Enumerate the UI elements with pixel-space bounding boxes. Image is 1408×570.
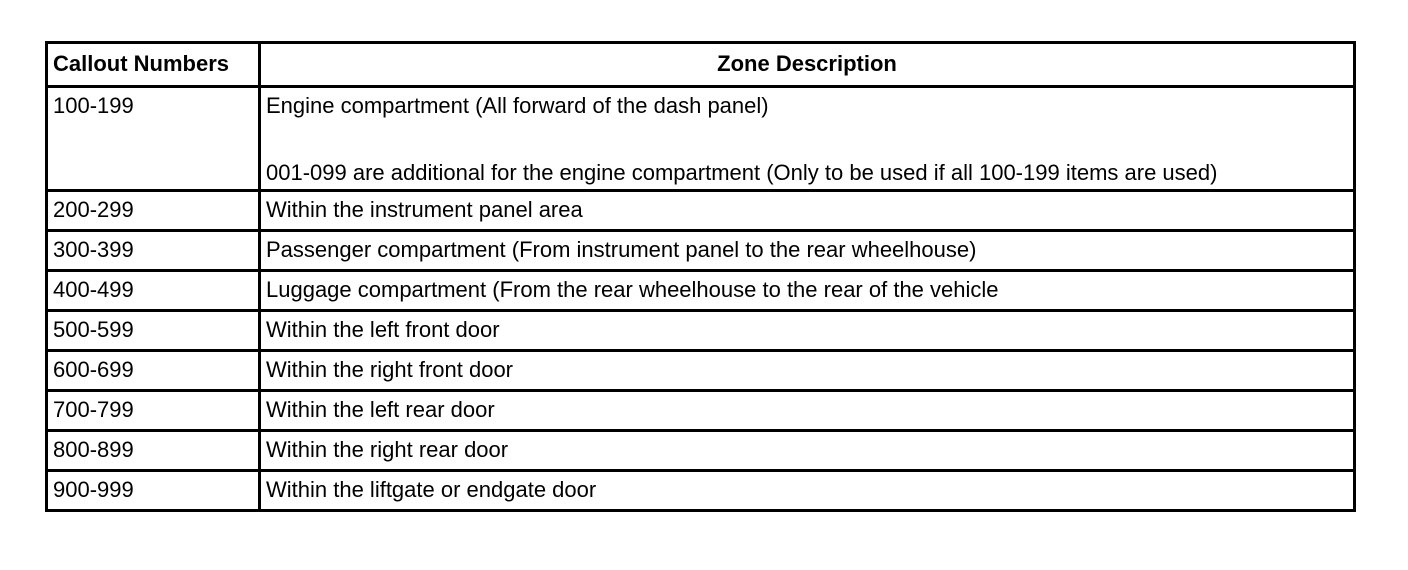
table-row — [47, 271, 1355, 311]
callout-range: 200-299 — [47, 191, 260, 231]
header-zone-description: Zone Description — [260, 43, 1355, 87]
zone-table — [45, 41, 1356, 512]
callout-range: 700-799 — [47, 391, 260, 431]
zone-description-text: Engine compartment (All forward of the dash panel) — [266, 93, 769, 118]
zone-description: Passenger compartment (From instrument panel to the rear wheelhouse) — [260, 231, 1355, 271]
table-row — [47, 351, 1355, 391]
zone-description: Within the instrument panel area — [260, 191, 1355, 231]
table-row — [47, 431, 1355, 471]
table-row — [47, 391, 1355, 431]
table-row — [47, 191, 1355, 231]
zone-description: Within the right front door — [260, 351, 1355, 391]
zone-description — [260, 87, 1355, 191]
zone-description: Within the left front door — [260, 311, 1355, 351]
header-row — [47, 43, 1355, 87]
callout-range: 300-399 — [47, 231, 260, 271]
zone-description-note: 001-099 are additional for the engine compartment (Only to be used if all 100-199 items are used) — [266, 160, 1218, 185]
zone-description: Within the left rear door — [260, 391, 1355, 431]
zone-description: Within the right rear door — [260, 431, 1355, 471]
zone-description: Luggage compartment (From the rear wheelhouse to the rear of the vehicle — [260, 271, 1355, 311]
table-row — [47, 231, 1355, 271]
table-row — [47, 311, 1355, 351]
callout-range: 500-599 — [47, 311, 260, 351]
callout-range: 600-699 — [47, 351, 260, 391]
table-row — [47, 471, 1355, 511]
zone-description: Within the liftgate or endgate door — [260, 471, 1355, 511]
table-row — [47, 87, 1355, 191]
callout-range: 800-899 — [47, 431, 260, 471]
callout-range: 900-999 — [47, 471, 260, 511]
callout-range: 400-499 — [47, 271, 260, 311]
callout-range: 100-199 — [47, 87, 260, 191]
header-callout-numbers: Callout Numbers — [47, 43, 260, 87]
